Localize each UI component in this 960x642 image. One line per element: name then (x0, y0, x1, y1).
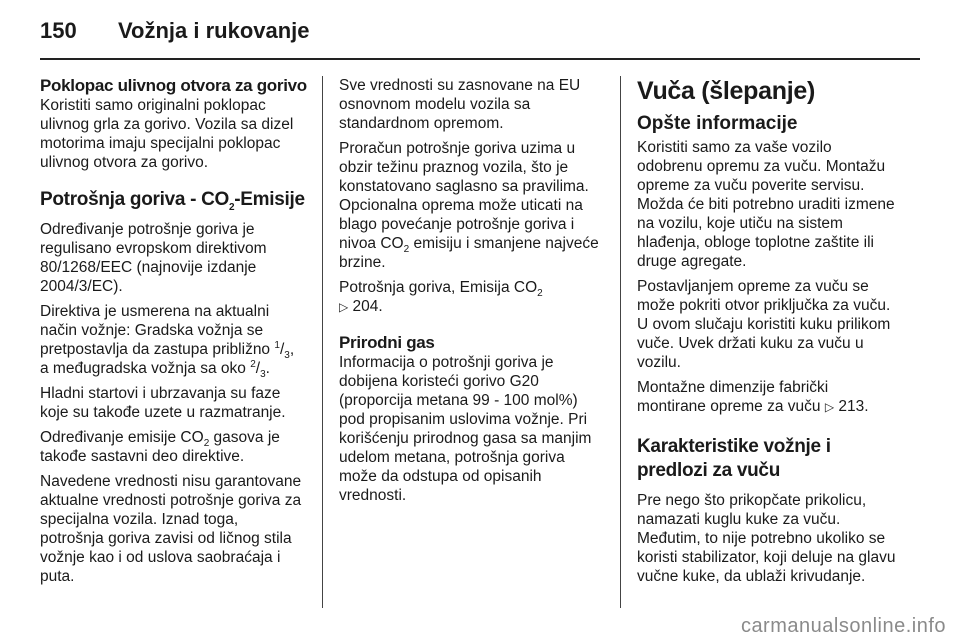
paragraph-natural-gas: Informacija o potrošnji goriva je dobijena koristeći gorivo G20 (proporcija metana 99 - 100 mol%) pod propisanim uslovima vožnje. Pri korišćenju prirodnog gasa sa manjim udelom metana, potrošnja goriva može da odstupa od opisanih vrednosti. (339, 354, 592, 504)
paragraph-values: Navedene vrednosti nisu garantovane aktualne vrednosti potrošnje goriva za specijalna vozila. Iznad toga, potrošnja goriva zavisi od ličnog stila vožnje kao i od uslova saobraćaja i puta. (40, 473, 302, 585)
paragraph-emission: Određivanje emisije $CO_2$ gasova je takođe sastavni deo direktive. (40, 429, 280, 465)
column-divider-1 (322, 76, 323, 608)
page-reference-link[interactable]: 213. (838, 398, 869, 415)
triangle-right-icon: ▷ (824, 400, 835, 414)
column-middle (339, 76, 603, 511)
paragraph-coupling: Pre nego što prikopčate prikolicu, namazati kuglu kuke za vuču. Međutim, to nije potrebno ukoliko se koristi stabilizator, koji deluje na glavu vučne kuke, da ublaži krivudanje. (637, 492, 896, 585)
heading-driving-characteristics: Karakteristike vožnje i predlozi za vuču (637, 436, 831, 481)
paragraph-dimensions: Montažne dimenzije fabrički montirane opreme za vuču ▷ 213. (637, 379, 869, 415)
chapter-title: Vožnja i rukovanje (118, 18, 310, 43)
paragraph-towing-equipment: Koristiti samo za vaše vozilo odobrenu opremu za vuču. Montažu opreme za vuču poverite servisu. Možda će biti potrebno uraditi izmene na vozilu, koje utiču na sistem hlađenja, obloge toplotne zaštite ili druge agregate. (637, 139, 895, 270)
page-number: 150 (40, 18, 77, 43)
paragraph-calculation: Proračun potrošnje goriva uzima u obzir težinu praznog vozila, što je konstatovano saglasno sa pravilima. Opcionalna oprema može uticati na blago povećanje potrošnje goriva i nivoa $CO_2$ emisiju i smanjene najveće brzine. (339, 140, 599, 271)
column-right (637, 76, 901, 592)
paragraph-driving-mode: Direktiva je usmerena na aktualni način vožnje: Gradska vožnja se pretpostavlja da zastupa približno $^1/_3$, a međugradska vožnja sa oko $^2/_3$. (40, 303, 295, 381)
heading-towing: Vuča (šlepanje) (637, 77, 815, 105)
page-reference-link[interactable]: 204. (352, 298, 383, 315)
heading-natural-gas: Prirodni gas (339, 333, 435, 352)
paragraph-towing-hook: Postavljanjem opreme za vuču se može pokriti otvor priključka za vuču. U ovom slučaju koristiti kuku prilikom vuče. Uvek držati kuku za vuču u vozilu. (637, 278, 891, 371)
triangle-right-icon: ▷ (339, 300, 349, 314)
heading-fuel-consumption: Potrošnja goriva - $CO_2$-Emisije (40, 189, 305, 213)
watermark: carmanualsonline.info (740, 615, 946, 637)
paragraph-cold-starts: Hladni startovi i ubrzavanja su faze koje su takođe uzete u razmatranje. (40, 385, 286, 421)
header-rule (40, 58, 920, 60)
paragraph-eu-model: Sve vrednosti su zasnovane na EU osnovnom modelu vozila sa standardnom opremom. (339, 77, 581, 132)
heading-general-info: Opšte informacije (637, 113, 798, 134)
paragraph-directive: Određivanje potrošnje goriva je regulisano evropskom direktivom 80/1268/EEC (najnovije izdanje 2004/3/EC). (40, 221, 267, 295)
paragraph-fuel-cap: Koristiti samo originalni poklopac ulivnog grla za gorivo. Vozila sa dizel motorima imaju specijalni poklopac ulivnog otvora za gorivo. (40, 97, 294, 171)
paragraph-reference: Potrošnja goriva, Emisija $CO_2$ ▷ 204. (339, 279, 543, 315)
column-left (40, 76, 306, 592)
column-divider-2 (620, 76, 621, 608)
heading-fuel-cap: Poklopac ulivnog otvora za gorivo (40, 76, 307, 95)
